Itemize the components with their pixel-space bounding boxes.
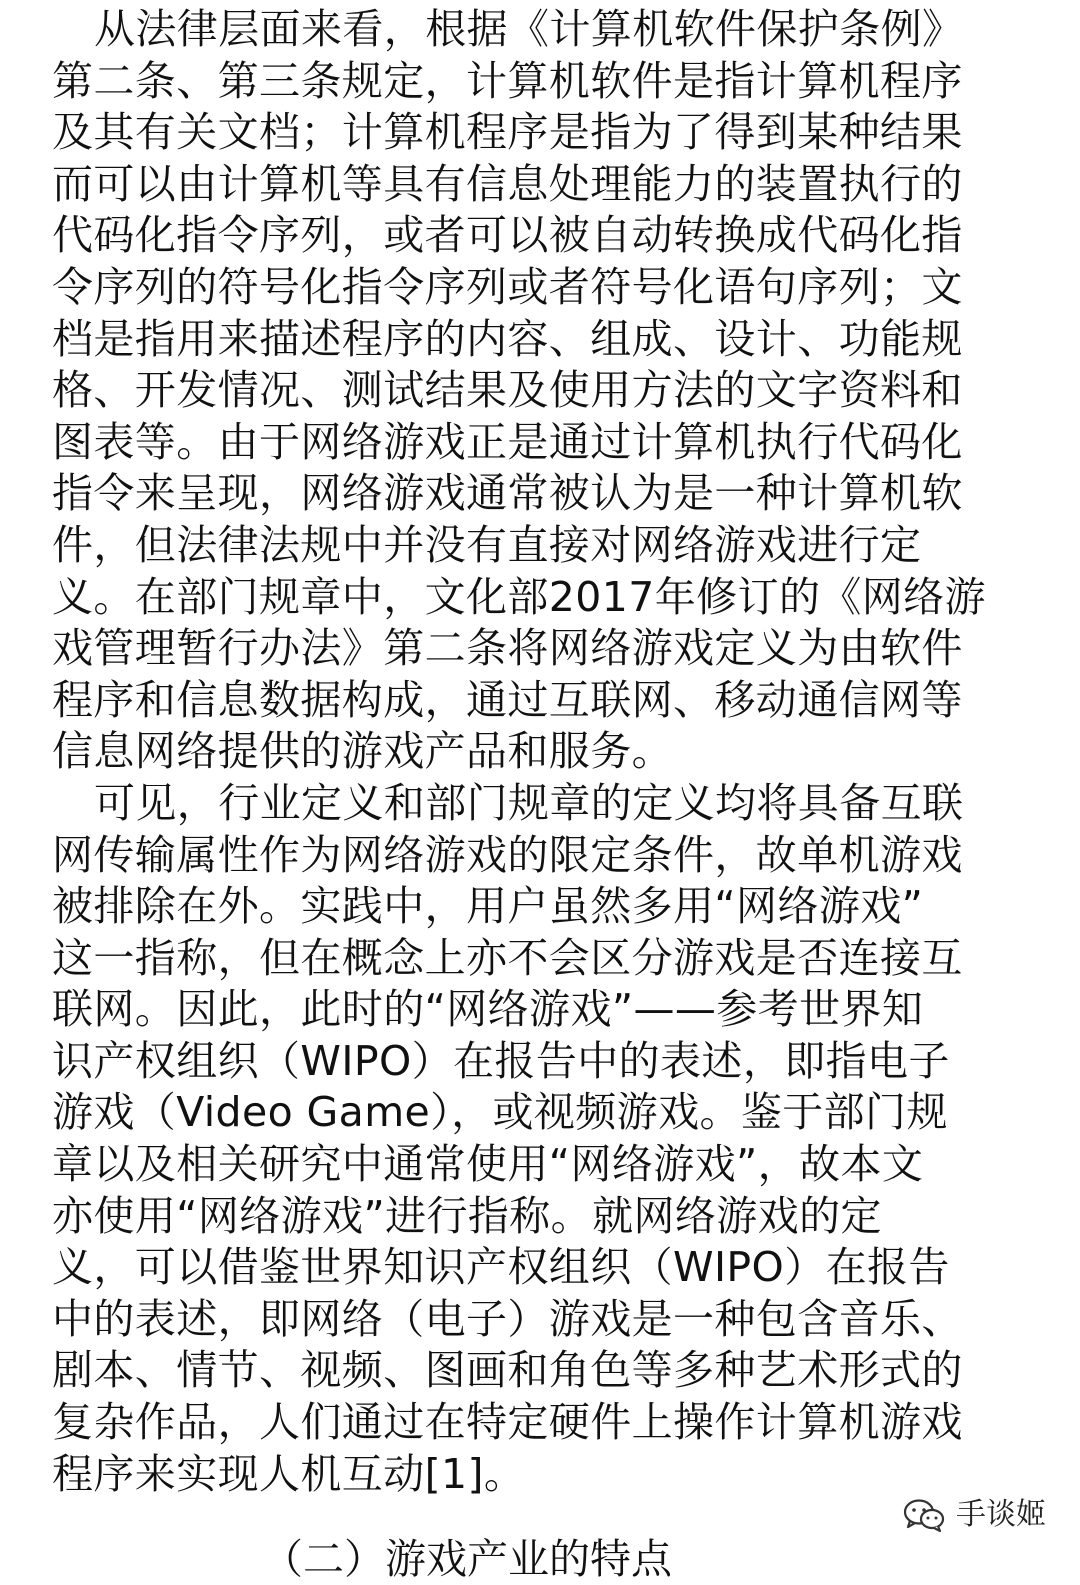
paragraph-line: 义。在部门规章中，文化部2017年修订的《网络游 bbox=[52, 572, 986, 621]
paragraph-line: 中的表述，即网络（电子）游戏是一种包含音乐、 bbox=[52, 1294, 963, 1343]
watermark bbox=[902, 1497, 1046, 1533]
watermark-text: 手谈姬 bbox=[956, 1497, 1046, 1532]
paragraph-line: 亦使用“网络游戏”进行指称。就网络游戏的定 bbox=[52, 1191, 882, 1240]
next-section-heading-cutoff: （二）游戏产业的特点 bbox=[262, 1535, 672, 1583]
paragraph-line: 而可以由计算机等具有信息处理能力的装置执行的 bbox=[52, 159, 963, 208]
paragraph-line: 义，可以借鉴世界知识产权组织（WIPO）在报告 bbox=[52, 1243, 950, 1292]
paragraph-line: 代码化指令序列，或者可以被自动转换成代码化指 bbox=[52, 211, 963, 260]
paragraph-line: 信息网络提供的游戏产品和服务。 bbox=[52, 727, 673, 776]
paragraph-line: 网传输属性作为网络游戏的限定条件，故单机游戏 bbox=[52, 830, 963, 879]
paragraph-line: 第二条、第三条规定，计算机软件是指计算机程序 bbox=[52, 56, 963, 105]
wechat-icon bbox=[902, 1497, 946, 1533]
paragraph-line: 从法律层面来看，根据《计算机软件保护条例》 bbox=[94, 5, 964, 53]
paragraph-line: 复杂作品，人们通过在特定硬件上操作计算机游戏 bbox=[52, 1398, 963, 1447]
paragraph-line: 件，但法律法规中并没有直接对网络游戏进行定 bbox=[52, 520, 922, 569]
paragraph-line: 这一指称，但在概念上亦不会区分游戏是否连接互 bbox=[52, 933, 963, 982]
paragraph-line: 程序来实现人机互动[1]。 bbox=[52, 1449, 526, 1498]
paragraph-line: 档是指用来描述程序的内容、组成、设计、功能规 bbox=[52, 314, 963, 363]
paragraph-line: 图表等。由于网络游戏正是通过计算机执行代码化 bbox=[52, 417, 963, 466]
paragraph-line: 被排除在外。实践中，用户虽然多用“网络游戏” bbox=[52, 882, 924, 931]
article-body bbox=[52, 4, 1012, 1500]
paragraph-line: 剧本、情节、视频、图画和角色等多种艺术形式的 bbox=[52, 1346, 963, 1395]
paragraph-line: 联网。因此，此时的“网络游戏”——参考世界知 bbox=[52, 985, 924, 1034]
paragraph-line: 可见，行业定义和部门规章的定义均将具备互联 bbox=[94, 778, 964, 827]
paragraph-line: 章以及相关研究中通常使用“网络游戏”，故本文 bbox=[52, 1140, 924, 1189]
paragraph-line: 格、开发情况、测试结果及使用方法的文字资料和 bbox=[52, 366, 963, 415]
paragraph-line: 指令来呈现，网络游戏通常被认为是一种计算机软 bbox=[52, 469, 963, 518]
paragraph-line: 及其有关文档；计算机程序是指为了得到某种结果 bbox=[52, 108, 963, 157]
paragraph-line: 游戏（Video Game），或视频游戏。鉴于部门规 bbox=[52, 1088, 948, 1137]
paragraph-line: 戏管理暂行办法》第二条将网络游戏定义为由软件 bbox=[52, 624, 963, 673]
paragraph-line: 令序列的符号化指令序列或者符号化语句序列；文 bbox=[52, 262, 963, 311]
paragraph-line: 识产权组织（WIPO）在报告中的表述，即指电子 bbox=[52, 1036, 950, 1085]
paragraph-line: 程序和信息数据构成，通过互联网、移动通信网等 bbox=[52, 675, 963, 724]
